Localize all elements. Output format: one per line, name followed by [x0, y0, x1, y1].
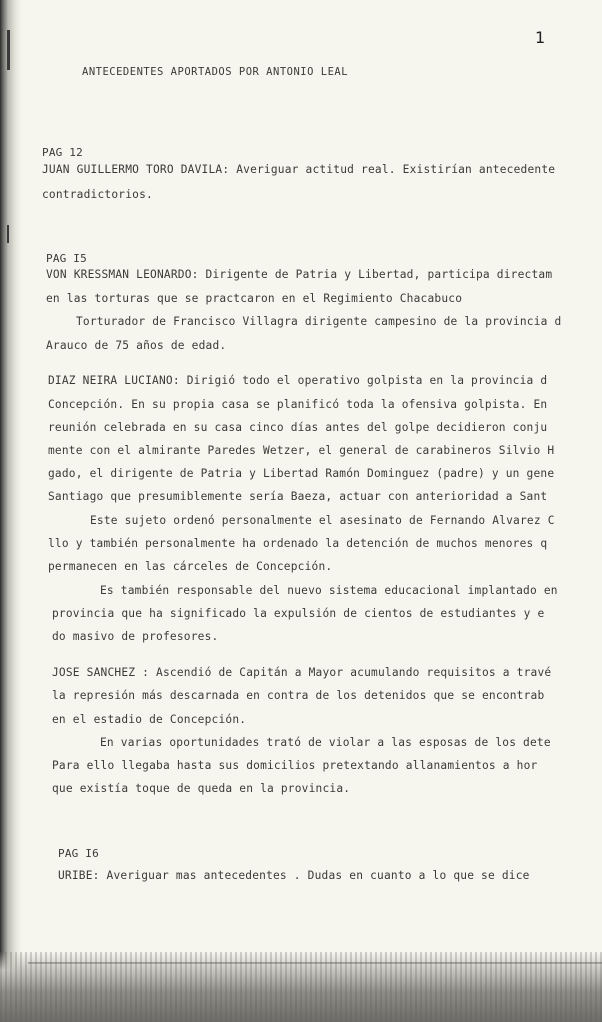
text-line: que existía toque de queda en la provincia. — [52, 782, 351, 795]
text-line: la represión más descarnada en contra de los detenidos que se encontrab — [52, 689, 545, 702]
page-reference: PAG I6 — [58, 847, 99, 860]
text-line: contradictorios. — [42, 188, 153, 201]
text-line: reunión celebrada en su casa cinco días antes del golpe decidieron conju — [48, 421, 548, 434]
text-line: en el estadio de Concepción. — [52, 713, 247, 726]
text-line: mente con el almirante Paredes Wetzer, el general de carabineros Silvio H — [48, 444, 555, 457]
text-line: gado, el dirigente de Patria y Libertad Ramón Dominguez (padre) y un gene — [48, 467, 555, 480]
text-line: provincia que ha significado la expulsión de cientos de estudiantes y e — [52, 607, 545, 620]
text-line: permanecen en las cárceles de Concepción. — [48, 560, 333, 573]
text-line: En varias oportunidades trató de violar a las esposas de los dete — [100, 736, 551, 749]
text-line: DIAZ NEIRA LUCIANO: Dirigió todo el operativo golpista en la provincia d — [48, 374, 548, 387]
page-reference: PAG I5 — [46, 252, 87, 265]
text-line: Arauco de 75 años de edad. — [46, 339, 227, 352]
text-line: Concepción. En su propia casa se planificó toda la ofensiva golpista. En — [48, 398, 548, 411]
text-line: Para ello llegaba hasta sus domicilios pretextando allanamientos a hor — [52, 759, 538, 772]
text-line: Este sujeto ordenó personalmente el asesinato de Fernando Alvarez C — [90, 514, 555, 527]
text-line: Es también responsable del nuevo sistema educacional implantado en — [100, 584, 558, 597]
document-title: ANTECEDENTES APORTADOS POR ANTONIO LEAL — [82, 66, 349, 78]
scan-edge-mark — [7, 225, 9, 243]
scan-left-edge-shadow — [0, 0, 22, 1022]
text-line: do masivo de profesores. — [52, 630, 219, 643]
text-line: llo y también personalmente ha ordenado la detención de muchos menores q — [48, 537, 548, 550]
text-line: JUAN GUILLERMO TORO DAVILA: Averiguar actitud real. Existirían antecedente — [42, 163, 556, 176]
text-line: Torturador de Francisco Villagra dirigente campesino de la provincia d — [76, 315, 562, 328]
text-line: en las torturas que se practcaron en el Regimiento Chacabuco — [46, 292, 463, 305]
text-line: URIBE: Averiguar mas antecedentes . Dudas en cuanto a lo que se dice — [58, 869, 530, 882]
page-reference: PAG 12 — [42, 146, 83, 159]
text-line: VON KRESSMAN LEONARDO: Dirigente de Patria y Libertad, participa directam — [46, 268, 553, 281]
page-number: 1 — [535, 28, 546, 47]
text-line: JOSE SANCHEZ : Ascendió de Capitán a Mayor acumulando requisitos a travé — [52, 666, 552, 679]
scan-bottom-shadow — [0, 952, 602, 1022]
scan-edge-mark — [7, 30, 10, 70]
text-line: Santiago que presumiblemente sería Baeza, actuar con anterioridad a Sant — [48, 490, 548, 503]
